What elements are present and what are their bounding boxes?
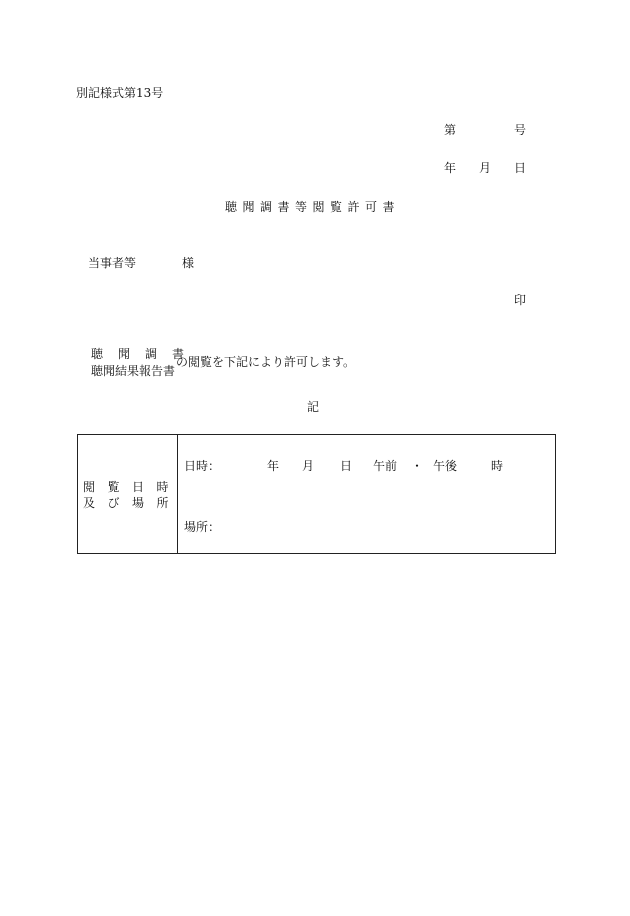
document-type-char: 聴: [91, 347, 104, 361]
datetime-pm: 午後: [433, 459, 458, 473]
table-divider: [177, 435, 178, 553]
row-label-char: 覧: [107, 480, 120, 494]
issue-date-year: 年: [444, 161, 457, 175]
document-number-prefix: 第: [444, 123, 457, 137]
row-label-char: 及: [83, 496, 96, 510]
issue-date-month: 月: [479, 161, 492, 175]
details-table: [77, 434, 556, 554]
datetime-day: 日: [340, 459, 353, 473]
datetime-separator: ・: [411, 459, 424, 473]
datetime-label: 日時：: [184, 459, 221, 473]
place-label: 場所：: [184, 520, 221, 534]
document-type-hearing-record-text: [91, 347, 184, 361]
row-label-char: び: [107, 496, 120, 510]
row-label-char: 時: [156, 480, 169, 494]
document-type-char: 調: [145, 347, 158, 361]
datetime-am: 午前: [373, 459, 398, 473]
row-label-char: 日: [132, 480, 145, 494]
issue-date-day: 日: [514, 161, 527, 175]
document-type-hearing-record: [91, 347, 184, 361]
row-label-and-place: [83, 496, 169, 510]
seal-mark: 印: [514, 293, 527, 307]
row-label-char: 所: [156, 496, 169, 510]
document-number-suffix: 号: [514, 123, 527, 137]
document-title: 聴聞調書等閲覧許可書: [225, 200, 401, 214]
form-number: 別記様式第13号: [76, 86, 164, 100]
row-label-char: 場: [132, 496, 145, 510]
row-label-inspection-datetime: [83, 480, 169, 494]
datetime-year: 年: [267, 459, 280, 473]
document-type-char: 書: [172, 347, 185, 361]
document-type-char: 聞: [118, 347, 131, 361]
datetime-month: 月: [302, 459, 315, 473]
permit-statement: の閲覧を下記により許可します。: [176, 355, 356, 369]
datetime-hour: 時: [491, 459, 504, 473]
row-label-char: 閲: [83, 480, 96, 494]
addressee-honorific: 様: [182, 256, 195, 270]
ki-heading: 記: [307, 400, 320, 414]
addressee-label: 当事者等: [88, 256, 137, 270]
document-type-hearing-report: 聴聞結果報告書: [91, 364, 176, 378]
